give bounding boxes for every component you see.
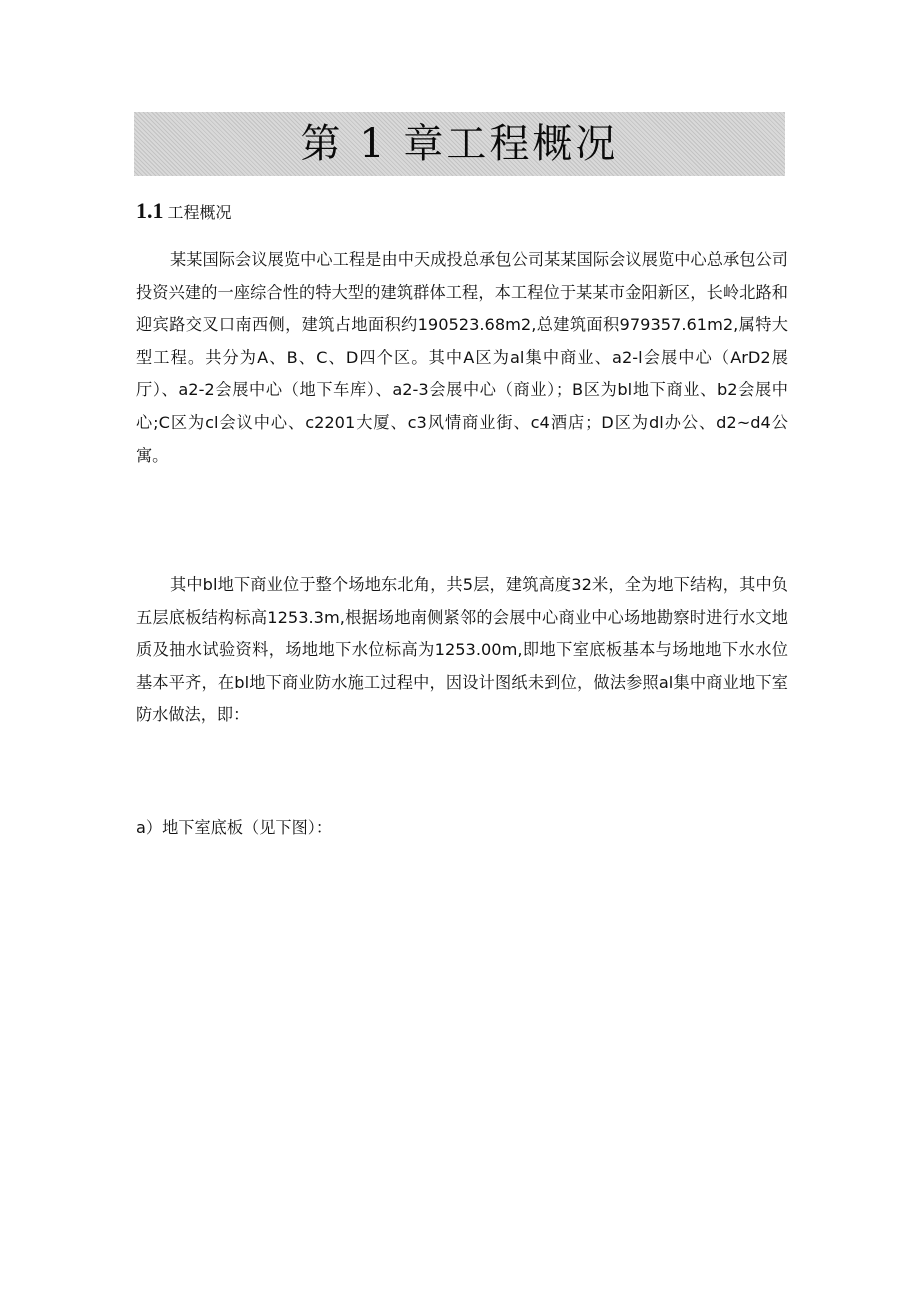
section-title: 工程概况 [167,203,232,222]
paragraph-project-overview: 某某国际会议展览中心工程是由中天成投总承包公司某某国际会议展览中心总承包公司投资兴建的一座综合性的特大型的建筑群体工程，本工程位于某某市金阳新区，长岭北路和迎宾路交叉口南西侧，建筑占地面积约190523.68m2,总建筑面积979357.61m2,属特大型工程。共分为A、B、C、D四个区。其中A区为al集中商业、a2-l会展中心（ArD2展厅）、a2-2会展中心（地下车库）、a2-3会展中心（商业）；B区为bl地下商业、b2会展中心;C区为cl会议中心、c2201大厦、c3风情商业街、c4酒店；D区为dl办公、d2~d4公寓。 [136,250,788,465]
section-number: 1.1 [136,198,164,223]
section-heading [136,198,232,224]
list-item-basement-floor: a）地下室底板（见下图）： [136,818,333,837]
chapter-banner [134,112,785,176]
paragraph-b1-waterproofing: 其中bl地下商业位于整个场地东北角，共5层，建筑高度32米，全为地下结构，其中负五层底板结构标高1253.3m,根据场地南侧紧邻的会展中心商业中心场地勘察时进行水文地质及抽水试验资料，场地地下水位标高为1253.00m,即地下室底板基本与场地地下水水位基本平齐，在bl地下商业防水施工过程中，因设计图纸未到位，做法参照al集中商业地下室防水做法，即： [136,575,788,725]
chapter-title: 第 1 章工程概况 [300,121,619,167]
